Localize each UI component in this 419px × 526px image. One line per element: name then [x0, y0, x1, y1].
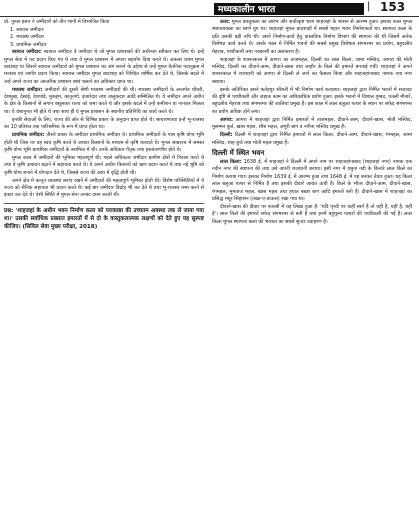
paragraph: शाहजहां के शासनकाल में आगरा का ताजमहल, दिल्ली का लाल किला, जामा मस्जिद, आगरा की मोती मस्जिद, दिल्ली का दीवाने-आम, दीवाने-खास तथा लाहौर के किले की इमारतें बनवाई गयीं। शाहजहां ने अपने शासनकाल में राजधानी को आगरा से दिल्ली ले जाने का फैसला किया और शाहजहांनाबाद नामक नया नगर बसाया।: [212, 56, 412, 85]
paragraph: अपने क्षेत्र में कानून व्यवस्था बनाए रखने में जमींदारों की महत्वपूर्ण भूमिका होती थी। विशेष परिस्थितियों में ये राज्य को सैनिक सहायता भी प्रदान करते थे। कई बार जमींदार विद्रोह भी कर देते थे तथा भू-राजस्व जमा करने से इंकार कर देते थे। ऐसी स्थिति में मुगल सेना उनका दमन करती थी।: [4, 177, 204, 199]
paragraph: [212, 117, 412, 132]
paragraph: दीवाने-खास की दीवार पर फारसी में यह लिखा हुआ है: 'यदि पृथ्वी पर कहीं स्वर्ग है तो यहीं है, यहीं है, यहीं है'। लाल किले की इमारतें सफेद संगमरमर से बनी हैं तथा इनमें बहुमूल्य पत्थरों की पच्चीकारी की गई है। लाल किला मुगल स्थापत्य कला की भव्यता का सबसे सुन्दर उदाहरण है।: [212, 203, 412, 225]
section-heading: दिल्ली में स्थित भवन: [212, 148, 265, 157]
section-title: मध्यकालीन भारत: [218, 5, 276, 15]
term-heading: प्राथमिक जमींदार:: [12, 132, 45, 139]
right-column: [212, 19, 412, 227]
header-separator: |: [367, 1, 371, 12]
term-heading: दिल्ली:: [220, 132, 233, 139]
exam-question: [4, 207, 204, 231]
paragraph-text: स्वायत्त जमींदार वे जमींदार थे जो मुगल प्रशासकों की अधीनता स्वीकार कर लिए थे। इन्हें मुगल सेवा में पद प्रदान किए गए थे तथा वे मुगल प्रशासन में अपना सहयोग दिया करते थे। अकबर प्रथम मुगल बादशाह था जिसने स्वायत्त जमींदारों को मुगल प्रशासन का अंग बनाने के उद्देश्य से उन्हें मुगल वैतनिक पदानुक्रम में मनसब एवं जागीर प्रदान किया। स्वायत्त जमींदार मुगल बादशाह को निश्चित वार्षिक कर देते थे, जिसके बदले में उन्हें अपने राज्य का आन्तरिक प्रशासन स्वयं चलाने का अधिकार प्राप्त था।: [4, 49, 204, 85]
question-text: 'शाहजहां के अधीन भवन निर्माण कला को पराकाष्ठा की उच्चतम अवस्था तक ले जाया गया था।' उसकी सर्वाधिक प्रख्यात इमारतों में से दो के वास्तुकलात्मक लक्षणों को देते हुए यह सुस्पष्ट कीजिए। (सिविल सेवा मुख्य परीक्षा, 2018): [4, 207, 204, 230]
paragraph-text: जमींदारों की दूसरी श्रेणी मध्यस्थ जमींदारों की थी। मध्यस्थ जमींदारों के अन्तर्गत चौधरी, देशमुख, देसाई, देशपांडे, मुकद्दम, कानूनगो, इजारेदार तथा तालुकदार आदि सम्मिलित थे। ये जमींदार अपने अधीन के क्षेत्र के किसानों से लगान वसूलकर राज्य को जमा करते थे और इसके बदले में उन्हें कमीशन या नानकर मिलता था। ये वंशानुगत भी होते थे तथा साथ ही ये मुगल प्रशासन के स्थानीय प्रतिनिधि का कार्य करते थे।: [4, 86, 204, 115]
paragraph-text: आगरा में शाहजहां द्वारा निर्मित इमारतों में ताजमहल, दीवाने-आम, दीवाने-खास, मोती मस्जिद, मुसम्मन बुर्ज, खास महल, शीश महल, अंगूरी बाग व नगीना मस्जिद प्रमुख हैं।: [212, 116, 412, 131]
answer-label: उत्तर:: [220, 19, 231, 25]
paragraph-text: मुगल वास्तुकला का आरंभ और सर्वोत्कृष्ट चरम शाहजहां के शासन से आरम्भ हुआ। इसका काल मुगल स्थापत्यकला का स्वर्ण युग था। शाहजहां मुगल बादशाहों में सबसे महान भवन निर्माणकर्ता था। स्थापत्य कला के प्रति उसकी बड़ी रुचि थी। उसने निर्माण-कार्य हेतु वास्तविक निर्माण विभाग की स्थापना की थी जिसमें अनेक विशेषज्ञ कार्य करते थे। उसके काल में निर्मित भवनों की सबसे प्रमुख विशेषता संगमरमर का प्रयोग, बहुदलीय मेहराब, पच्चीकारी तथा नक्काशी का अलंकरण है।: [212, 19, 412, 55]
intro-text: प्रो. नुरुल हसन ने जमींदारों को तीन भागों में विभाजित किया: [4, 19, 110, 25]
paragraph-text: दिल्ली में शाहजहां द्वारा निर्मित इमारतों में लाल किला, दीवाने-आम, दीवाने-खास, रंगमहल, जामा मस्जिद, शाह बुर्ज तथा मोती महल प्रमुख हैं।: [212, 132, 412, 146]
page-header: [0, 0, 419, 16]
type-item: 3. प्राथमिक जमींदार: [10, 41, 47, 48]
header-rule: [0, 16, 419, 17]
paragraph: [4, 132, 204, 154]
page-number: 153: [380, 0, 406, 14]
paragraph: इनकी सेवाओं के लिए, राज्य की ओर से विभिन्न प्रकार के अनुदान प्राप्त होते थे। साधारणतया इन्हें भू-राजस्व का 10 प्रतिशत तक पारिश्रमिक के रूप में प्राप्त होता था।: [4, 116, 204, 131]
paragraph: [4, 49, 204, 86]
type-item: 1. स्वायत्त जमींदार: [10, 26, 44, 33]
paragraph: [212, 19, 412, 56]
left-column: [4, 19, 204, 231]
term-heading: आगरा:: [220, 116, 233, 123]
paragraph: [212, 159, 412, 203]
question-label: प्रश्न:: [4, 207, 14, 214]
type-item: 2. मध्यस्थ जमींदार: [10, 34, 44, 41]
term-heading: लाल किला:: [220, 158, 242, 165]
paragraph-text: 1638 ई. में शाहजहां ने दिल्ली में अपने नाम पर शाहजहांनाबाद (शाहजहां नगर) नामक एक नवीन नगर की स्थापना की तथा उसे अपनी राजधानी बनाया। इसी नगर में यमुना नदी के किनारे लाल किले का निर्माण कराया गया। इसका निर्माण 1639 ई. में आरम्भ हुआ तथा 1648 ई. में यह बनकर तैयार हुआ। यह किला लाल बलुआ पत्थर से निर्मित है तथा इसकी दीवारें अत्यंत ऊंची हैं। किले के भीतर दीवाने-आम, दीवाने-खास, रंगमहल, मुमताज महल, खास महल तथा हयात बख्श बाग आदि इमारतें बनी हैं। दीवाने-खास में शाहजहां का प्रसिद्ध मयूर सिंहासन (तख्त-ए-ताऊस) रखा गया था।: [212, 158, 412, 202]
paragraph: [212, 132, 412, 147]
paragraph: [4, 87, 204, 117]
term-heading: मध्यस्थ जमींदार:: [12, 86, 43, 93]
paragraph: इसके अतिरिक्त उसने फतेहपुर सीकरी में भी निर्माण कार्य करवाया। शाहजहां द्वारा निर्मित भवनों में सजावट की दृष्टि से पच्चीकारी और जड़ाऊ काम का अधिकाधिक प्रयोग हुआ। इसके भवनों में विशाल गुम्बद, पतली मीनारें, बहुदलीय मेहराब तथा संगमरमर की जालियां प्रमुख हैं। इस काल में लाल बलुआ पत्थर के स्थान पर सफेद संगमरमर का प्रयोग अधिक होने लगा।: [212, 86, 412, 115]
term-heading: स्वायत्त जमींदार:: [12, 49, 42, 56]
paragraph: मुगल काल में जमींदारों की भूमिका महत्वपूर्ण थी। पहले अधिकतर जमींदार ग्रामीण क्षेत्रों में निवास करते थे तथा वे कृषि उत्पादन बढ़ाने में सहायता करते थे। ये अपने अधीन किसानों को ऋण प्रदान करते थे तथा नई भूमि को कृषि योग्य बनाने में योगदान देते थे, जिससे राज्य की आय में वृद्धि होती थी।: [4, 154, 204, 176]
question-divider: [4, 203, 204, 204]
paragraph-text: तीसरे प्रकार के जमींदार प्राथमिक जमींदार थे। प्राथमिक जमींदारों के पास कृषि योग्य भूमि होती थी जिस पर वह स्वयं कृषि करते थे अथवा किसानों के माध्यम से कृषि करवाते थे। मुगल साम्राज्य में समस्त कृषि योग्य भूमि प्राथमिक जमींदारों के स्वामित्व में थी। उनके अधिकार पैतृक तथा हस्तांतरणीय होते थे।: [4, 132, 204, 153]
